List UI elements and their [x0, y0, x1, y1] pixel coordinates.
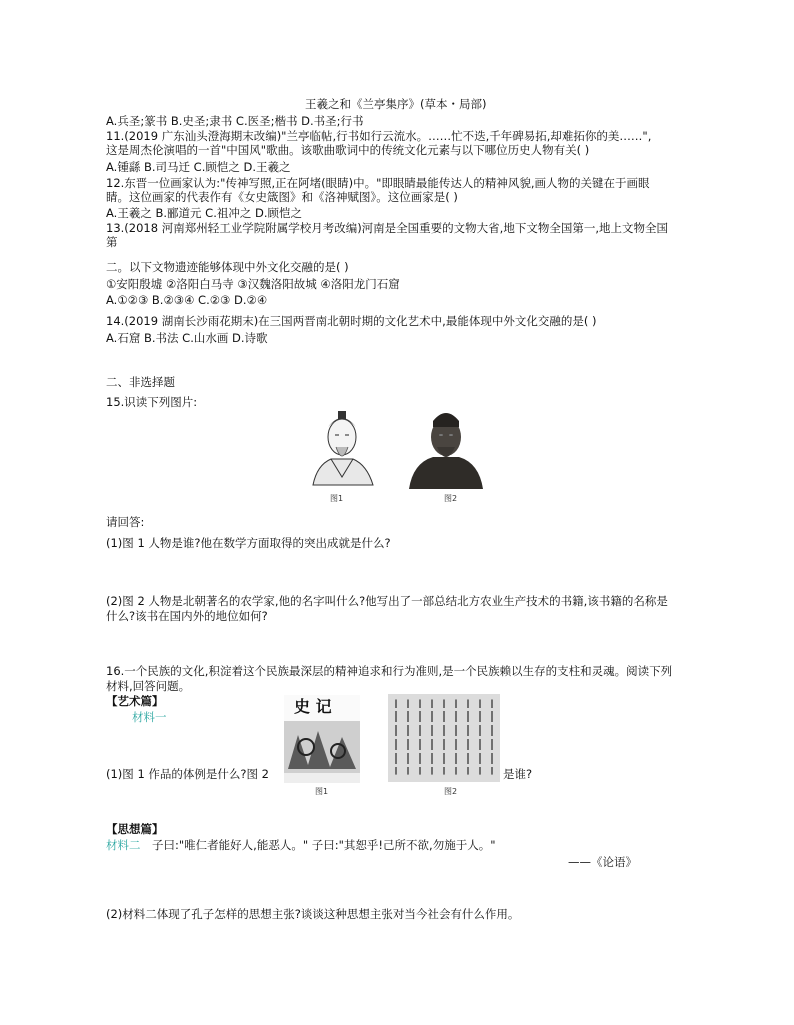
q12-options: A.王羲之 B.郦道元 C.祖冲之 D.顾恺之	[106, 206, 303, 220]
material2-source: ——《论语》	[568, 855, 637, 869]
q13-items: ①安阳殷墟 ②洛阳白马寺 ③汉魏洛阳故城 ④洛阳龙门石窟	[106, 277, 400, 291]
q16-sub2: (2)材料二体现了孔子怎样的思想主张?谈谈这种思想主张对当今社会有什么作用。	[106, 907, 520, 921]
q11-line1: 11.(2019 广东汕头澄海期末改编)"兰亭临帖,行书如行云流水。……忙不迭,千年碑易拓,却难拓你的美……",	[106, 129, 652, 143]
material2-label: 材料二	[106, 838, 141, 852]
q15-sub2-line1: (2)图 2 人物是北朝著名的农学家,他的名字叫什么?他写出了一部总结北方农业生产技术的书籍,该书籍的名称是	[106, 594, 668, 608]
q13-options: A.①②③ B.②③④ C.②③ D.②④	[106, 293, 268, 307]
q12-line2: 睛。这位画家的代表作有《女史箴图》和《洛神赋图》。这位画家是( )	[106, 190, 458, 204]
q15-answer-prompt: 请回答:	[106, 515, 145, 529]
material1-label: 材料一	[132, 710, 167, 724]
q16-sub1-left: (1)图 1 作品的体例是什么?图 2	[106, 767, 269, 781]
q16-fig1-caption: 图1	[315, 787, 329, 796]
q13-line2: 第	[106, 235, 118, 249]
figure-caption-lanting: 王羲之和《兰亭集序》(草本・局部)	[305, 97, 487, 111]
q10-options: A.兵圣;篆书 B.史圣;隶书 C.医圣;楷书 D.书圣;行书	[106, 114, 364, 128]
q15-title: 15.识读下列图片:	[106, 395, 198, 409]
shiji-title: 史 记	[294, 697, 332, 716]
art-section-heading: 【艺术篇】	[106, 694, 164, 708]
q14-options: A.石窟 B.书法 C.山水画 D.诗歌	[106, 331, 268, 345]
q15-sub2-line2: 什么?该书在国内外的地位如何?	[106, 609, 268, 623]
calligraphy-scroll-image	[388, 694, 500, 782]
q13-line1: 13.(2018 河南郑州轻工业学院附属学校月考改编)河南是全国重要的文物大省,地下文物全国第一,地上文物全国	[106, 221, 668, 235]
bust-sculpture-image	[403, 405, 489, 489]
q15-fig2-caption: 图2	[444, 494, 458, 503]
q16-fig2-caption: 图2	[444, 787, 458, 796]
q15-sub1: (1)图 1 人物是谁?他在数学方面取得的突出成就是什么?	[106, 536, 391, 550]
q16-line1: 16.一个民族的文化,积淀着这个民族最深层的精神追求和行为准则,是一个民族赖以生存的支柱和灵魂。阅读下列	[106, 664, 673, 678]
portrait-sketch-image	[303, 405, 381, 487]
q11-options: A.锺繇 B.司马迁 C.顾恺之 D.王羲之	[106, 160, 291, 174]
section-non-choice: 二、非选择题	[106, 375, 175, 389]
material2-text: 子曰:"唯仁者能好人,能恶人。" 子曰:"其恕乎!己所不欲,勿施于人。"	[152, 838, 496, 852]
shiji-cover-image	[284, 695, 360, 783]
q11-line2: 这是周杰伦演唱的一首"中国风"歌曲。该歌曲歌词中的传统文化元素与以下哪位历史人物有关( )	[106, 143, 590, 157]
q12-line1: 12.东晋一位画家认为:"传神写照,正在阿堵(眼睛)中。"即眼睛最能传达人的精神风貌,画人物的关键在于画眼	[106, 176, 650, 190]
q14-line1: 14.(2019 湖南长沙雨花期末)在三国两晋南北朝时期的文化艺术中,最能体现中外文化交融的是( )	[106, 314, 597, 328]
q15-fig1-caption: 图1	[330, 494, 344, 503]
thought-section-heading: 【思想篇】	[106, 822, 164, 836]
q13-line3: 二。以下文物遗迹能够体现中外文化交融的是( )	[106, 260, 349, 274]
q16-line2: 材料,回答问题。	[106, 679, 191, 693]
q16-sub1-right: 是谁?	[503, 767, 533, 781]
